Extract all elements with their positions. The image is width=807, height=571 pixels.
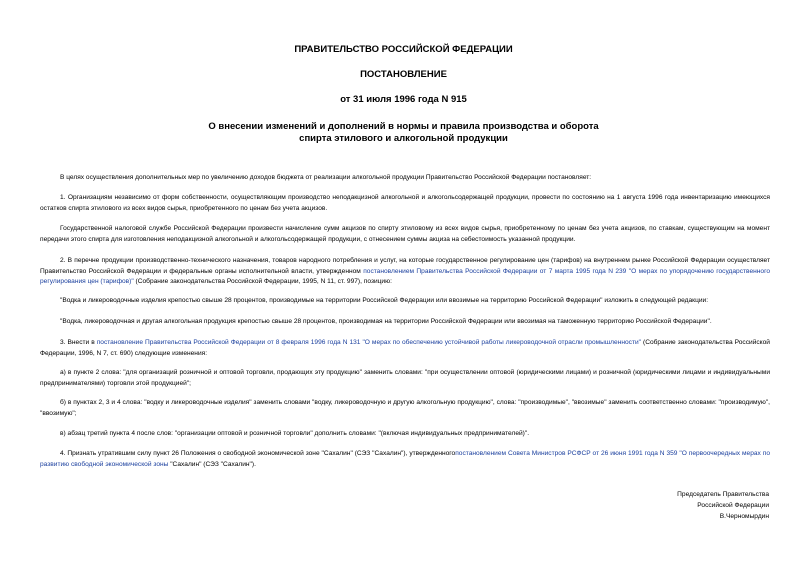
paragraph-3 — [40, 338, 770, 359]
signature-title-line: Председатель Правительства — [677, 491, 769, 498]
paragraph-3a: а) в пункте 2 слова: "для организаций розничной и оптовой торговли, продающих эту продукцию" заменить словами: "при осуществлении оптовой (юридическими лицами) и розничной (юридическими лицами и индивидуальными предпринимателями) торговли этой продукцией"; — [40, 369, 770, 387]
paragraph-4 — [40, 449, 770, 470]
link-resolution-359[interactable]: постановлением Совета Министров РСФСР от 26 июня 1991 года N 359 "О первоочередных мерах по развитию свободной экономической зоны — [40, 450, 771, 468]
paragraph-3c: в) абзац третий пункта 4 после слов: "организации оптовой и розничной торговли" дополнить словами: "(включая индивидуальных предпринимателей)". — [60, 430, 530, 437]
paragraph-3-text-before: 3. Внести в — [60, 339, 97, 346]
signature-country-line: Российской Федерации — [697, 502, 769, 509]
quote-old-wording: "Водка и ликероводочные изделия крепостью свыше 28 процентов, производимые на территории Российской Федерации или ввозимые на территорию Российской Федерации" изложить в следующей редакции: — [60, 297, 709, 304]
paragraph-3-text-after: (Собрание законодательства Российской Федерации, 1996, N 7, ст. 690) следующие изменения: — [40, 339, 770, 357]
link-resolution-131[interactable]: постановление Правительства Российской Федерации от 8 февраля 1996 года N 131 "О мерах по обеспечению устойчивой работы ликероводочной отрасли промышленности" — [96, 339, 641, 346]
signature-name-line: В.Черномырдин — [719, 513, 769, 520]
paragraph-4-text-after: "Сахалин" (СЭЗ "Сахалин"). — [168, 460, 256, 468]
paragraph-2-text-before: 2. В перечне продукции производственно-технического назначения, товаров народного потребления и услуг, на которые государственное регулирование цен (тарифов) на внутреннем рынке Российской Федерации осуществляет Правительство Российской Федерации и федеральные органы исполнительной власти, утвержденном — [40, 257, 770, 275]
paragraph-3b: б) в пунктах 2, 3 и 4 слова: "водку и ликероводочные изделия" заменить словами "водку, ликероводочную и другую алкогольную продукцию", слова: "производимые", "ввозимые" заменить соответственно словами: "производимую", "ввозимую"; — [40, 399, 770, 417]
paragraph-1b: Государственной налоговой службе Российской Федерации произвести начисление сумм акцизов по спирту этиловому из всех видов сырья, приобретенному по ценам без учета акцизов, по ставкам, существующим на момент передачи этого спирта для изготовления неподакцизной алкогольной и алкогольсодержащей продукции, с отнесением суммы акциза на себестоимость указанной продукции. — [40, 225, 770, 243]
date-number-heading: от 31 июля 1996 года N 915 — [340, 94, 467, 105]
paragraph-1: 1. Организациям независимо от форм собственности, осуществляющим производство неподакцизной алкогольной и алкогольсодержащей продукции, провести по состоянию на 1 августа 1996 года инвентаризацию имеющихся остатков спирта этилового из всех видов сырья, приобретенного по ценам без учета акцизов. — [40, 194, 770, 212]
paragraph-2-text-after: (Собрание законодательства Российской Федерации, 1995, N 11, ст. 997), позицию: — [133, 278, 392, 285]
government-heading: ПРАВИТЕЛЬСТВО РОССИЙСКОЙ ФЕДЕРАЦИИ — [294, 44, 513, 55]
document-type-heading: ПОСТАНОВЛЕНИЕ — [360, 69, 447, 80]
paragraph-4-text-before: 4. Признать утратившим силу пункт 26 Положения о свободной экономической зоне "Сахалин" (СЭЗ "Сахалин"), утвержденного — [60, 450, 456, 457]
quote-new-wording: "Водка, ликероводочная и другая алкогольная продукция крепостью свыше 28 процентов, производимая на территории Российской Федерации или ввозимая на таможенную территорию Российской Федерации". — [60, 318, 712, 325]
document-title: О внесении изменений и дополнений в нормы и правила производства и оборота спирта этилового и алкогольной продукции — [208, 121, 599, 144]
intro-paragraph: В целях осуществления дополнительных мер по увеличению доходов бюджета от реализации алкогольной продукции Правительство Российской Федерации постановляет: — [60, 174, 592, 181]
paragraph-2 — [40, 256, 770, 288]
link-resolution-239[interactable]: постановлением Правительства Российской Федерации от 7 марта 1995 года N 239 "О мерах по упорядочению государственного регулирования цен (тарифов)" — [40, 267, 770, 285]
